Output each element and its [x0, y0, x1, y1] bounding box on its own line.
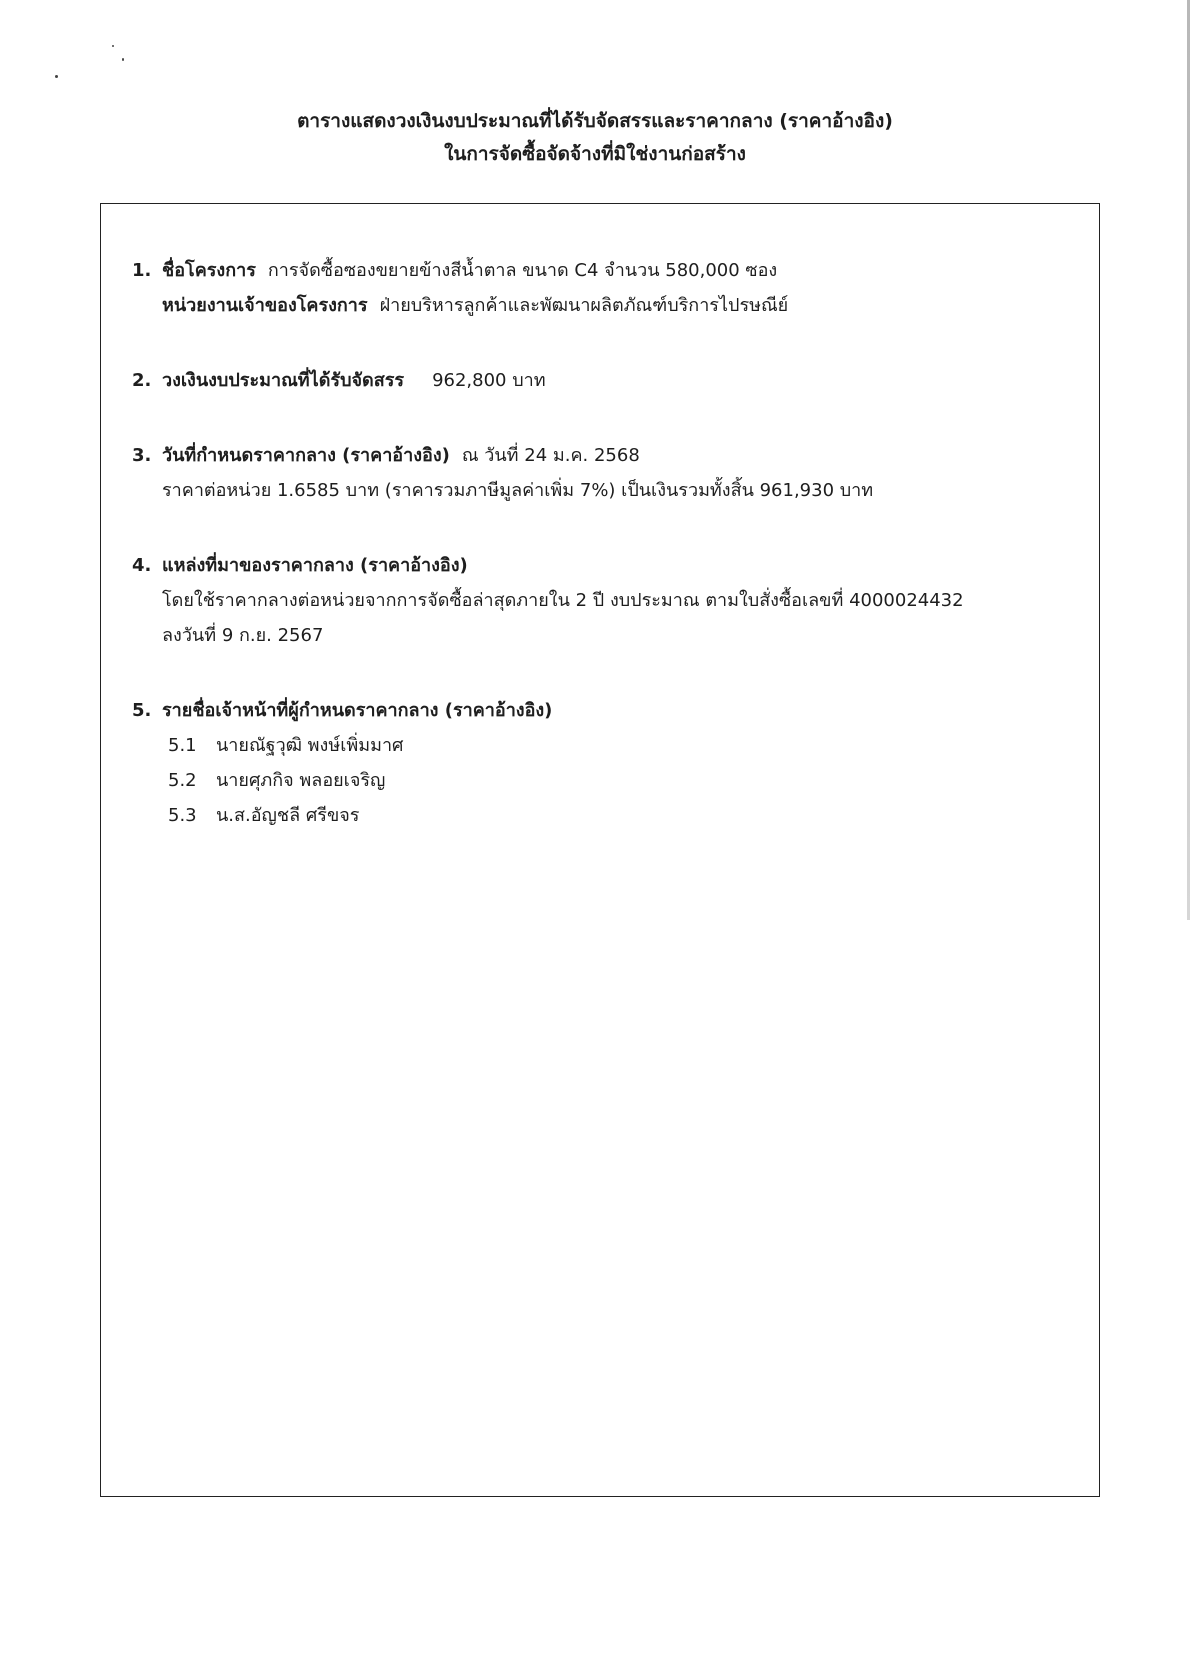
budget-amount: 962,800 บาท	[432, 370, 546, 391]
owner-label: หน่วยงานเจ้าของโครงการ	[162, 295, 368, 316]
unit-price-detail: ราคาต่อหน่วย 1.6585 บาท (ราคารวมภาษีมูลค่าเพิ่ม 7%) เป็นเงินรวมทั้งสิ้น 961,930 บาท	[162, 480, 874, 501]
item-4-detail-line-1	[162, 586, 964, 616]
reference-date: ณ วันที่ 24 ม.ค. 2568	[461, 445, 640, 466]
item-label: แหล่งที่มาของราคากลาง (ราคาอ้างอิง)	[162, 555, 468, 576]
item-3-line	[132, 441, 640, 471]
item-label: รายชื่อเจ้าหน้าที่ผู้กำหนดราคากลาง (ราคาอ้างอิง)	[162, 700, 553, 721]
item-1-owner-line	[162, 291, 788, 321]
item-2-line	[132, 366, 546, 396]
officer-row	[168, 731, 403, 761]
project-name: การจัดซื้อซองขยายข้างสีน้ำตาล ขนาด C4 จำนวน 580,000 ซอง	[267, 260, 778, 281]
item-label: วันที่กำหนดราคากลาง (ราคาอ้างอิง)	[162, 445, 450, 466]
item-3-detail-line	[162, 476, 873, 506]
content-frame	[100, 203, 1100, 1497]
scan-speck	[122, 58, 124, 61]
scan-speck	[112, 45, 114, 47]
item-number: 4.	[132, 555, 152, 576]
item-number: 5.	[132, 700, 152, 721]
item-number: 3.	[132, 445, 152, 466]
officer-name: น.ส.อัญชลี ศรีขจร	[216, 805, 360, 826]
officer-number: 5.3	[168, 805, 197, 826]
item-5-line	[132, 696, 552, 726]
item-label: วงเงินงบประมาณที่ได้รับจัดสรร	[162, 370, 405, 391]
officer-row	[168, 801, 359, 831]
scan-speck	[55, 75, 58, 78]
item-number: 1.	[132, 260, 152, 281]
officer-number: 5.2	[168, 770, 197, 791]
item-number: 2.	[132, 370, 152, 391]
officer-number: 5.1	[168, 735, 197, 756]
document-title-line-1: ตารางแสดงวงเงินงบประมาณที่ได้รับจัดสรรและราคากลาง (ราคาอ้างอิง)	[297, 110, 893, 132]
price-source-date: ลงวันที่ 9 ก.ย. 2567	[162, 625, 324, 646]
item-4-detail-line-2	[162, 621, 323, 651]
officer-row	[168, 766, 385, 796]
price-source-detail: โดยใช้ราคากลางต่อหน่วยจากการจัดซื้อล่าสุดภายใน 2 ปี งบประมาณ ตามใบสั่งซื้อเลขที่ 4000024432	[162, 590, 964, 611]
officer-name: นายศุภกิจ พลอยเจริญ	[216, 770, 386, 791]
item-1-line	[132, 256, 777, 286]
item-label: ชื่อโครงการ	[162, 260, 256, 281]
officer-name: นายณัฐวุฒิ พงษ์เพิ่มมาศ	[216, 735, 404, 756]
document-title-line-2: ในการจัดซื้อจัดจ้างที่มิใช่งานก่อสร้าง	[444, 143, 746, 165]
owner-department: ฝ่ายบริหารลูกค้าและพัฒนาผลิตภัณฑ์บริการไปรษณีย์	[379, 295, 789, 316]
item-4-line	[132, 551, 468, 581]
